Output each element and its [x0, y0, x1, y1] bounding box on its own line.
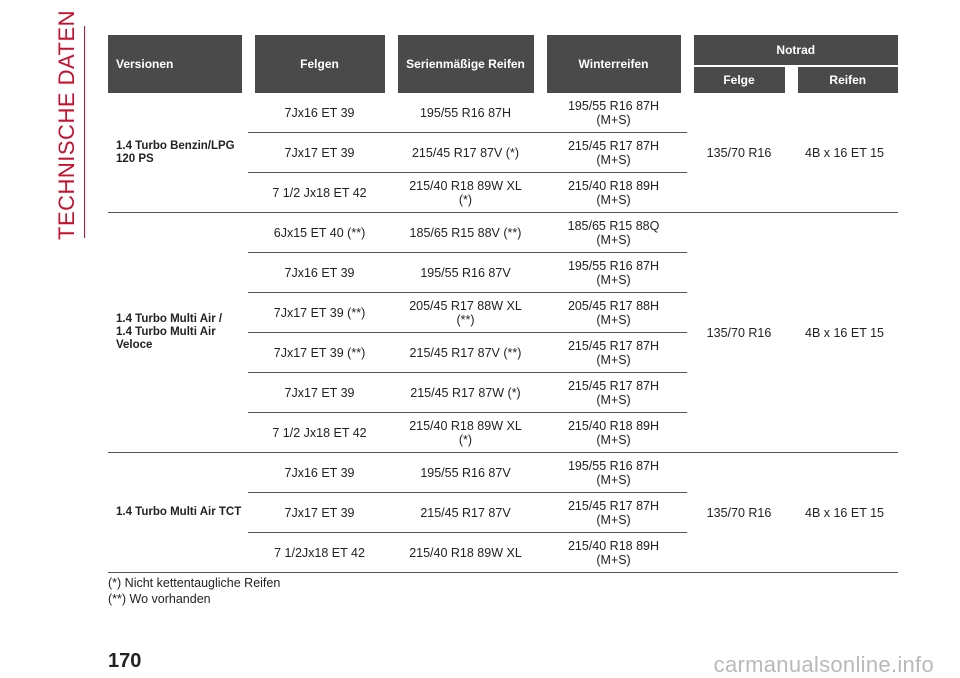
notrad-reifen-cell: 4B x 16 ET 15: [791, 453, 898, 573]
winterreifen-cell: 215/40 R18 89H (M+S): [540, 533, 687, 573]
notrad-felge-cell: 135/70 R16: [687, 213, 791, 453]
serien-reifen-cell: 215/45 R17 87V (**): [391, 333, 540, 373]
winterreifen-cell: 215/40 R18 89H (M+S): [540, 173, 687, 213]
felgen-cell: 6Jx15 ET 40 (**): [248, 213, 391, 253]
serien-reifen-cell: 195/55 R16 87V: [391, 453, 540, 493]
felgen-cell: 7Jx17 ET 39: [248, 133, 391, 173]
page-number: 170: [108, 650, 142, 672]
felgen-cell: 7Jx16 ET 39: [248, 93, 391, 133]
table-row: [108, 93, 898, 133]
header-serien-reifen: Serienmäßige Reifen: [391, 35, 540, 93]
felgen-cell: 7Jx17 ET 39: [248, 493, 391, 533]
serien-reifen-cell: 215/45 R17 87V: [391, 493, 540, 533]
winterreifen-cell: 215/45 R17 87H (M+S): [540, 333, 687, 373]
serien-reifen-cell: 215/40 R18 89W XL (*): [391, 413, 540, 453]
felgen-cell: 7 1/2Jx18 ET 42: [248, 533, 391, 573]
felgen-cell: 7Jx16 ET 39: [248, 253, 391, 293]
serien-reifen-cell: 185/65 R15 88V (**): [391, 213, 540, 253]
serien-reifen-cell: 195/55 R16 87H: [391, 93, 540, 133]
header-notrad-reifen: Reifen: [791, 66, 898, 93]
header-versionen: Versionen: [108, 35, 248, 93]
footnotes: [108, 575, 280, 607]
felgen-cell: 7Jx17 ET 39 (**): [248, 333, 391, 373]
winterreifen-cell: 195/55 R16 87H (M+S): [540, 253, 687, 293]
section-title-rule: [84, 26, 85, 238]
tire-spec-table: [108, 35, 898, 573]
serien-reifen-cell: 215/40 R18 89W XL: [391, 533, 540, 573]
table-row: [108, 453, 898, 493]
serien-reifen-cell: 205/45 R17 88W XL (**): [391, 293, 540, 333]
felgen-cell: 7Jx17 ET 39: [248, 373, 391, 413]
notrad-felge-cell: 135/70 R16: [687, 93, 791, 213]
version-cell: 1.4 Turbo Multi Air / 1.4 Turbo Multi Air Veloce: [108, 213, 248, 453]
header-felgen: Felgen: [248, 35, 391, 93]
version-cell: 1.4 Turbo Multi Air TCT: [108, 453, 248, 573]
notrad-felge-cell: 135/70 R16: [687, 453, 791, 573]
header-winterreifen: Winterreifen: [540, 35, 687, 93]
winterreifen-cell: 195/55 R16 87H (M+S): [540, 453, 687, 493]
footnote: (*) Nicht kettentaugliche Reifen: [108, 576, 281, 590]
header-notrad-felge: Felge: [687, 66, 791, 93]
winterreifen-cell: 195/55 R16 87H (M+S): [540, 93, 687, 133]
felgen-cell: 7 1/2 Jx18 ET 42: [248, 413, 391, 453]
watermark: carmanualsonline.info: [713, 652, 934, 677]
notrad-reifen-cell: 4B x 16 ET 15: [791, 93, 898, 213]
winterreifen-cell: 215/45 R17 87H (M+S): [540, 133, 687, 173]
winterreifen-cell: 205/45 R17 88H (M+S): [540, 293, 687, 333]
felgen-cell: 7Jx17 ET 39 (**): [248, 293, 391, 333]
header-notrad: Notrad: [687, 35, 898, 66]
winterreifen-cell: 215/45 R17 87H (M+S): [540, 373, 687, 413]
winterreifen-cell: 215/40 R18 89H (M+S): [540, 413, 687, 453]
footnote: (**) Wo vorhanden: [108, 592, 211, 606]
serien-reifen-cell: 195/55 R16 87V: [391, 253, 540, 293]
table-body: [108, 93, 898, 573]
table-row: [108, 213, 898, 253]
notrad-reifen-cell: 4B x 16 ET 15: [791, 213, 898, 453]
winterreifen-cell: 185/65 R15 88Q (M+S): [540, 213, 687, 253]
felgen-cell: 7Jx16 ET 39: [248, 453, 391, 493]
version-cell: 1.4 Turbo Benzin/LPG 120 PS: [108, 93, 248, 213]
serien-reifen-cell: 215/45 R17 87W (*): [391, 373, 540, 413]
winterreifen-cell: 215/45 R17 87H (M+S): [540, 493, 687, 533]
felgen-cell: 7 1/2 Jx18 ET 42: [248, 173, 391, 213]
section-title: TECHNISCHE DATEN: [54, 9, 79, 240]
serien-reifen-cell: 215/40 R18 89W XL (*): [391, 173, 540, 213]
serien-reifen-cell: 215/45 R17 87V (*): [391, 133, 540, 173]
